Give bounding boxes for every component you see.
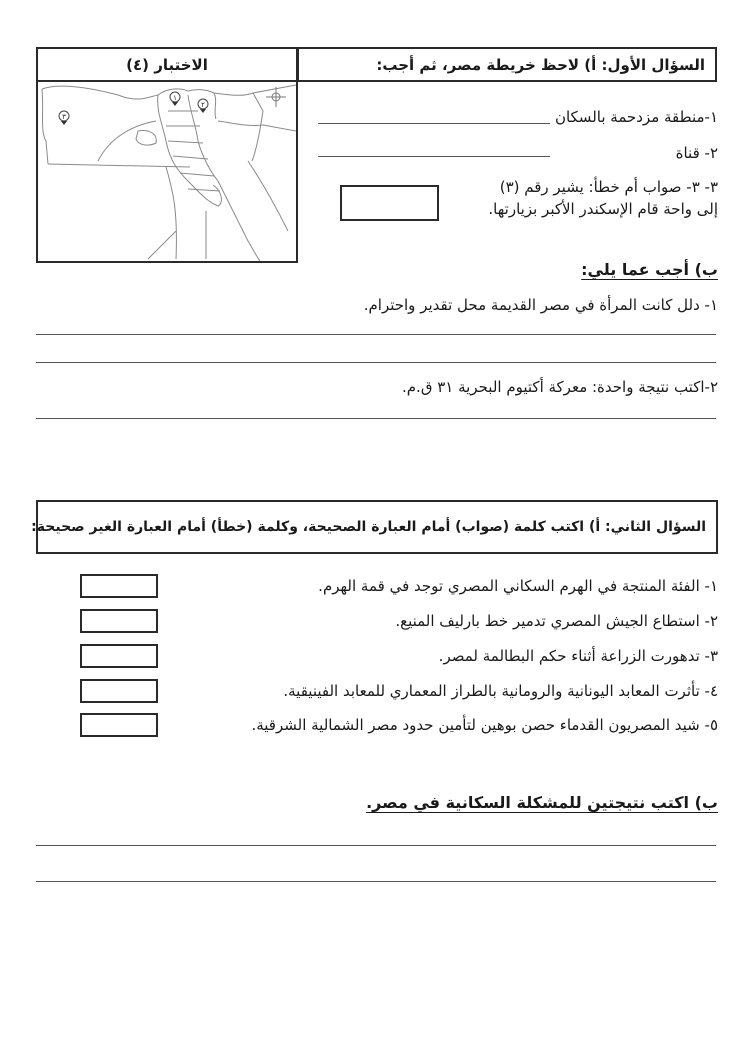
map-marker-3 xyxy=(59,111,69,125)
q2-statement-2-answer-box[interactable] xyxy=(80,609,158,633)
question2-header-text: السؤال الثاني: أ) اكتب كلمة (صواب) أمام العبارة الصحيحة، وكلمة (خطأ) أمام العبارة الغير صحيحة: xyxy=(31,519,706,535)
q2-part-b-answer-line-2[interactable] xyxy=(36,881,716,882)
egypt-map-drawing xyxy=(38,81,296,261)
q1-part-b-item-1: ١- دلل كانت المرأة في مصر القديمة محل تقدير واحترام. xyxy=(363,296,718,314)
q2-statement-5-answer-box[interactable] xyxy=(80,713,158,737)
q1-item-2-answer-line[interactable] xyxy=(318,156,550,157)
q1-item-1-answer-line[interactable] xyxy=(318,123,550,124)
q1-item-1: ١-منطقة مزدحمة بالسكان xyxy=(554,108,718,126)
q2-statement-4-answer-box[interactable] xyxy=(80,679,158,703)
exam-label: الاختبار (٤) xyxy=(126,55,208,74)
question1-header xyxy=(297,47,717,82)
q1-part-b-item-2: ٢-اكتب نتيجة واحدة: معركة أكتيوم البحرية ٣١ ق.م. xyxy=(402,378,718,396)
q1-item-3-line1: ٣- ٣- صواب أم خطأ: يشير رقم (٣) xyxy=(499,178,718,196)
question2-header xyxy=(31,500,718,554)
map-marker-1 xyxy=(170,92,180,106)
q2-part-b-answer-line-1[interactable] xyxy=(36,845,716,846)
q1-item-2: ٢- قناة xyxy=(675,144,718,162)
egypt-map xyxy=(36,81,298,263)
q1-item-3-answer-box[interactable] xyxy=(340,185,439,221)
q1-part-b-title: ب) أجب عما يلي: xyxy=(581,260,718,279)
q2-statement-5: ٥- شيد المصريون القدماء حصن بوهين لتأمين حدود مصر الشمالية الشرقية. xyxy=(251,716,718,734)
map-marker-3-label: ٣ xyxy=(62,113,66,121)
question1-header-text: السؤال الأول: أ) لاحظ خريطة مصر، ثم أجب: xyxy=(376,55,705,74)
map-marker-2-label: ٢ xyxy=(201,101,205,109)
map-marker-1-label: ١ xyxy=(173,94,177,102)
q1-part-b-item-1-answer-line-2[interactable] xyxy=(36,362,716,363)
q1-part-b-item-1-answer-line-1[interactable] xyxy=(36,334,716,335)
q1-item-3-line2: إلى واحة قام الإسكندر الأكبر بزيارتها. xyxy=(488,200,718,218)
map-marker-2 xyxy=(198,99,208,113)
q2-statement-1: ١- الفئة المنتجة في الهرم السكاني المصري توجد في قمة الهرم. xyxy=(318,577,718,595)
exam-label-box xyxy=(36,47,298,82)
q2-part-b-title: ب) اكتب نتيجتين للمشكلة السكانية في مصر. xyxy=(366,793,718,812)
q1-part-b-item-2-answer-line[interactable] xyxy=(36,418,716,419)
q2-statement-4: ٤- تأثرت المعابد اليونانية والرومانية بالطراز المعماري للمعابد الفينيقية. xyxy=(283,682,718,700)
q2-statement-3-answer-box[interactable] xyxy=(80,644,158,668)
q2-statement-2: ٢- استطاع الجيش المصري تدمير خط بارليف المنيع. xyxy=(395,612,718,630)
q2-statement-3: ٣- تدهورت الزراعة أثناء حكم البطالمة لمصر. xyxy=(438,647,718,665)
q2-statement-1-answer-box[interactable] xyxy=(80,574,158,598)
